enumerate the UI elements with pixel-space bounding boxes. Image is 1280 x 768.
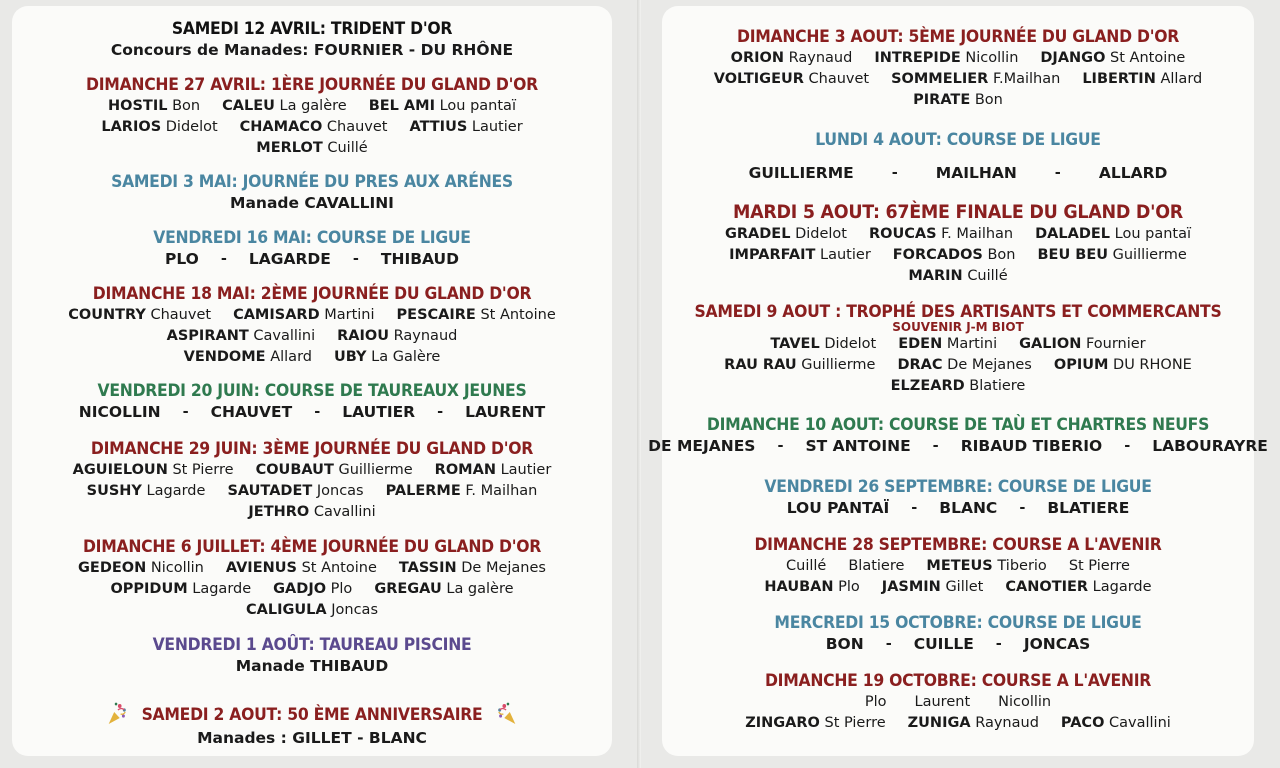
bull-name: ATTIUS <box>409 119 468 135</box>
separator: - <box>352 251 359 267</box>
event-block <box>12 18 612 61</box>
bull-entry <box>897 355 1031 376</box>
bull-name: DJANGO <box>1040 50 1106 66</box>
manade-name: Lautier <box>500 462 552 478</box>
bull-entry <box>1082 69 1202 90</box>
manade-name: St Pierre <box>1068 558 1130 574</box>
bull-name: ORION <box>730 50 784 66</box>
manade-name: Cuillé <box>967 268 1008 284</box>
manade-name: Guillierme <box>338 462 413 478</box>
manade-name: THIBAUD <box>380 250 460 268</box>
manade-name: Lautier <box>820 247 871 263</box>
bull-entry <box>240 117 388 138</box>
bull-entry <box>898 334 997 355</box>
event-title-text: SAMEDI 2 AOUT: 50 ÈME ANNIVERSAIRE <box>141 705 483 725</box>
bull-entry <box>1019 334 1146 355</box>
bull-row <box>12 117 612 138</box>
bull-entry <box>184 347 312 368</box>
manade-name: Plo <box>330 581 353 597</box>
manade-name: Tiberio <box>997 558 1047 574</box>
event-title: VENDREDI 1 AOÛT: TAUREAU PISCINE <box>152 635 472 655</box>
manade-name: F.Mailhan <box>992 71 1061 87</box>
bull-entry <box>435 460 552 481</box>
bull-name: ASPIRANT <box>166 328 249 344</box>
manade-name: PLO <box>164 250 199 268</box>
bull-entry <box>764 577 859 598</box>
bull-entry <box>233 305 374 326</box>
bull-name: IMPARFAIT <box>729 247 816 263</box>
bull-name: JASMIN <box>881 579 941 595</box>
bull-name: TAVEL <box>770 336 820 352</box>
event-block <box>648 414 1268 457</box>
bull-name: LIBERTIN <box>1082 71 1156 87</box>
bull-row <box>12 579 612 600</box>
manade-name: BLANC <box>939 499 998 517</box>
manade-name: Martini <box>324 307 375 323</box>
separator: - <box>1124 438 1131 454</box>
bull-entry <box>1005 577 1151 598</box>
bull-entry <box>874 48 1018 69</box>
manade-name: Guillierme <box>1112 247 1187 263</box>
bull-entry <box>73 460 234 481</box>
separator: - <box>777 438 784 454</box>
bull-entry <box>337 326 457 347</box>
bull-name: EDEN <box>898 336 943 352</box>
bull-entry <box>926 556 1046 577</box>
manade-name: Raynaud <box>788 50 853 66</box>
event-title: VENDREDI 26 SEPTEMBRE: COURSE DE LIGUE <box>764 477 1152 497</box>
bull-row <box>662 90 1254 111</box>
bull-entry <box>891 69 1060 90</box>
bull-name: ZUNIGA <box>907 715 971 731</box>
bull-name: GREGAU <box>374 581 442 597</box>
bull-name: GRADEL <box>724 226 791 242</box>
event-block <box>662 476 1254 519</box>
bull-row <box>662 376 1254 397</box>
manade-name: Nicollin <box>150 560 204 576</box>
manade-name: Lagarde <box>146 483 206 499</box>
manade-name: Nicollin <box>965 50 1019 66</box>
bull-name: HAUBAN <box>764 579 834 595</box>
manade-name: Didelot <box>824 336 877 352</box>
event-title: SAMEDI 3 MAI: JOURNÉE DU PRES AUX ARÉNES <box>111 172 513 192</box>
bull-entry <box>78 558 204 579</box>
manade-name: St Pierre <box>824 715 886 731</box>
bull-row <box>12 600 612 621</box>
bull-name: VENDOME <box>183 349 266 365</box>
bull-name: AGUIELOUN <box>72 462 168 478</box>
bull-entry <box>369 96 516 117</box>
bull-name: LARIOS <box>101 119 162 135</box>
manade-name: De Mejanes <box>461 560 546 576</box>
manade-row <box>12 249 612 270</box>
bull-name: CANOTIER <box>1005 579 1089 595</box>
bull-name: SUSHY <box>86 483 142 499</box>
bull-name: GALION <box>1019 336 1082 352</box>
event-block <box>662 129 1254 184</box>
bull-name: HOSTIL <box>108 98 168 114</box>
manade-name: Chauvet <box>326 119 388 135</box>
bull-entry <box>334 347 440 368</box>
manade-name: Bon <box>987 247 1016 263</box>
bull-row <box>12 460 612 481</box>
separator: - <box>437 404 444 420</box>
bull-name: PIRATE <box>913 92 971 108</box>
separator: - <box>911 500 918 516</box>
manade-name: F. Mailhan <box>465 483 538 499</box>
bull-entry <box>256 138 367 159</box>
bull-name: TASSIN <box>398 560 457 576</box>
bull-name: CHAMACO <box>239 119 323 135</box>
bull-name: MARIN <box>908 268 963 284</box>
bull-name: ROMAN <box>434 462 496 478</box>
bull-row <box>662 556 1254 577</box>
event-block <box>12 380 612 423</box>
bull-name: PACO <box>1060 715 1105 731</box>
manade-name: BLATIERE <box>1047 499 1130 517</box>
bull-entry <box>848 556 904 577</box>
bull-row <box>12 481 612 502</box>
party-popper-icon <box>495 700 519 726</box>
manade-name: ST ANTOINE <box>805 437 911 455</box>
manade-name: NICOLLIN <box>78 403 161 421</box>
manade-name: LAGARDE <box>248 250 331 268</box>
bull-row <box>12 326 612 347</box>
manade-name: Cavallini <box>1109 715 1171 731</box>
bull-row <box>662 713 1254 734</box>
bull-entry <box>397 305 556 326</box>
event-title: DIMANCHE 28 SEPTEMBRE: COURSE A L'AVENIR <box>754 535 1162 555</box>
bull-entry <box>714 69 869 90</box>
bull-name: ROUCAS <box>868 226 937 242</box>
manade-name: LABOURAYRE <box>1152 437 1268 455</box>
bull-entry <box>1061 713 1171 734</box>
event-subtitle: SOUVENIR J-M BIOT <box>892 320 1024 334</box>
manade-name: St Antoine <box>301 560 377 576</box>
manade-name: De Mejanes <box>947 357 1032 373</box>
bull-name: UBY <box>333 349 367 365</box>
manade-name: Didelot <box>165 119 218 135</box>
bull-entry <box>101 117 217 138</box>
event-block <box>12 702 612 749</box>
manade-row: Manade THIBAUD <box>235 657 389 675</box>
bull-entry <box>1035 224 1191 245</box>
manade-name: Bon <box>172 98 201 114</box>
bull-row <box>12 305 612 326</box>
bull-entry <box>770 334 876 355</box>
manade-name: Lautier <box>471 119 523 135</box>
manade-name: Lagarde <box>192 581 252 597</box>
manade-name: BON <box>825 635 864 653</box>
event-title: VENDREDI 16 MAI: COURSE DE LIGUE <box>153 228 471 248</box>
event-title: DIMANCHE 10 AOUT: COURSE DE TAÙ ET CHARTRES NEUFS <box>706 415 1210 435</box>
bull-entry <box>246 600 378 621</box>
bull-entry <box>1069 556 1130 577</box>
manade-name: LOU PANTAÏ <box>786 499 890 517</box>
bull-name: ZINGARO <box>745 715 820 731</box>
bull-name: RAIOU <box>337 328 390 344</box>
manade-name: La Galère <box>371 349 441 365</box>
bull-name: ELZEARD <box>890 378 965 394</box>
bull-entry <box>745 713 885 734</box>
manade-name: La galère <box>446 581 514 597</box>
bull-row <box>12 502 612 523</box>
event-block <box>662 301 1254 397</box>
bull-name: COUBAUT <box>255 462 334 478</box>
manade-name: JONCAS <box>1023 635 1091 653</box>
bull-entry <box>731 48 853 69</box>
bull-entry <box>1037 245 1186 266</box>
bull-name: VOLTIGEUR <box>713 71 804 87</box>
bull-entry <box>409 117 522 138</box>
manade-name: La galère <box>279 98 347 114</box>
bull-entry <box>256 460 413 481</box>
manade-name: LAUTIER <box>342 403 416 421</box>
event-block <box>12 283 612 368</box>
bull-entry <box>108 96 200 117</box>
bull-name: DALADEL <box>1035 226 1111 242</box>
bull-name: AVIENUS <box>225 560 297 576</box>
manade-name: GUILLIERME <box>748 164 854 182</box>
event-block <box>662 200 1254 287</box>
separator: - <box>314 404 321 420</box>
event-block <box>12 536 612 621</box>
manade-name: Gillet <box>945 579 984 595</box>
manade-name: F. Mailhan <box>941 226 1014 242</box>
bull-name: SOMMELIER <box>891 71 989 87</box>
manade-name: ALLARD <box>1098 164 1168 182</box>
separator: - <box>1054 165 1061 181</box>
bull-entry <box>915 692 971 713</box>
event-block <box>12 438 612 523</box>
manade-name: Blatiere <box>848 558 905 574</box>
manade-row <box>662 498 1254 519</box>
bull-entry <box>226 558 377 579</box>
bull-name: CAMISARD <box>233 307 320 323</box>
manade-name: MAILHAN <box>935 164 1017 182</box>
manade-name: Joncas <box>331 602 378 618</box>
manade-row <box>648 436 1268 457</box>
bull-name: MERLOT <box>256 140 323 156</box>
bull-entry <box>374 579 513 600</box>
event-block <box>12 227 612 270</box>
manade-name: Cuillé <box>786 558 827 574</box>
bull-entry <box>891 376 1026 397</box>
bull-name: INTREPIDE <box>874 50 961 66</box>
separator: - <box>182 404 189 420</box>
separator: - <box>932 438 939 454</box>
manade-name: DU RHONE <box>1113 357 1192 373</box>
left-page <box>12 6 612 756</box>
manade-name: LAURENT <box>465 403 546 421</box>
event-title: SAMEDI 12 AVRIL: TRIDENT D'OR <box>171 19 453 39</box>
event-title: SAMEDI 9 AOUT : TROPHÉ DES ARTISANTS ET COMMERCANTS <box>694 302 1222 322</box>
bull-name: CALEU <box>222 98 275 114</box>
bull-row <box>662 266 1254 287</box>
bull-entry <box>865 692 887 713</box>
event-title: DIMANCHE 18 MAI: 2ÈME JOURNÉE DU GLAND D'OR <box>92 284 532 304</box>
bull-entry <box>68 305 211 326</box>
event-block <box>662 26 1254 111</box>
bull-row <box>662 48 1254 69</box>
separator: - <box>885 636 892 652</box>
manade-name: CHAUVET <box>210 403 293 421</box>
bull-entry <box>110 579 251 600</box>
separator: - <box>220 251 227 267</box>
bull-row <box>662 334 1254 355</box>
bull-entry <box>729 245 871 266</box>
bull-name: JETHRO <box>248 504 310 520</box>
bull-entry <box>893 245 1016 266</box>
manade-name: Blatiere <box>969 378 1026 394</box>
manade-row <box>662 634 1254 655</box>
manade-row <box>662 163 1254 184</box>
bull-name: CALIGULA <box>246 602 327 618</box>
manade-name: Didelot <box>795 226 847 242</box>
bull-name: FORCADOS <box>892 247 983 263</box>
bull-entry <box>1040 48 1185 69</box>
event-title: VENDREDI 20 JUIN: COURSE DE TAUREAUX JEUNES <box>97 381 527 401</box>
bull-name: GADJO <box>273 581 327 597</box>
bull-entry <box>724 355 875 376</box>
bull-row <box>12 558 612 579</box>
bull-entry <box>227 481 363 502</box>
bull-entry <box>167 326 316 347</box>
manade-name: Laurent <box>914 694 971 710</box>
bull-entry <box>908 266 1007 287</box>
event-title: LUNDI 4 AOUT: COURSE DE LIGUE <box>815 130 1101 150</box>
manade-name: Allard <box>270 349 312 365</box>
bull-entry <box>87 481 206 502</box>
bull-row <box>12 347 612 368</box>
bull-entry <box>913 90 1003 111</box>
manade-name: Cuillé <box>327 140 368 156</box>
manade-row <box>12 402 612 423</box>
bull-name: PALERME <box>385 483 461 499</box>
separator: - <box>1019 500 1026 516</box>
manade-name: Cavallini <box>253 328 316 344</box>
bull-entry <box>998 692 1051 713</box>
manade-name: CUILLE <box>913 635 974 653</box>
right-page <box>648 6 1268 756</box>
manade-name: Raynaud <box>975 715 1039 731</box>
manade-name: Plo <box>838 579 860 595</box>
event-block <box>12 171 612 214</box>
bull-name: SAUTADET <box>227 483 313 499</box>
event-title: MARDI 5 AOUT: 67ÈME FINALE DU GLAND D'OR <box>733 201 1183 223</box>
manade-name: Plo <box>864 694 887 710</box>
bull-name: COUNTRY <box>68 307 146 323</box>
bull-row <box>662 692 1254 713</box>
bull-name: BEL AMI <box>368 98 435 114</box>
bull-entry <box>908 713 1039 734</box>
event-title: DIMANCHE 3 AOUT: 5ÈME JOURNÉE DU GLAND D'OR <box>736 27 1180 47</box>
manade-row: Manade CAVALLINI <box>230 194 394 212</box>
separator: - <box>995 636 1002 652</box>
event-title: DIMANCHE 29 JUIN: 3ÈME JOURNÉE DU GLAND D'OR <box>90 439 534 459</box>
bull-name: RAU RAU <box>724 357 797 373</box>
manade-name: Raynaud <box>393 328 458 344</box>
bull-name: OPIUM <box>1053 357 1109 373</box>
bull-row <box>662 577 1254 598</box>
manade-name: St Antoine <box>1110 50 1186 66</box>
bull-entry <box>399 558 546 579</box>
bull-entry <box>869 224 1013 245</box>
manade-name: Lou pantaï <box>1114 226 1192 242</box>
event-block <box>662 534 1254 598</box>
event-block <box>12 74 612 159</box>
manade-name: Cavallini <box>313 504 376 520</box>
manade-name: St Pierre <box>172 462 234 478</box>
manade-name: RIBAUD TIBERIO <box>960 437 1103 455</box>
manade-name: Bon <box>974 92 1003 108</box>
bull-entry <box>222 96 347 117</box>
manade-name: Nicollin <box>998 694 1052 710</box>
manade-name: St Antoine <box>480 307 556 323</box>
manade-name: Martini <box>946 336 998 352</box>
event-title: MERCREDI 15 OCTOBRE: COURSE DE LIGUE <box>774 613 1142 633</box>
bull-name: PESCAIRE <box>396 307 476 323</box>
separator: - <box>891 165 898 181</box>
bull-entry <box>386 481 538 502</box>
manade-name: Allard <box>1160 71 1203 87</box>
bull-row <box>12 138 612 159</box>
bull-entry <box>882 577 984 598</box>
manade-name: Fournier <box>1085 336 1146 352</box>
bull-entry <box>786 556 826 577</box>
bull-row <box>12 96 612 117</box>
manade-name: Joncas <box>316 483 364 499</box>
bull-name: OPPIDUM <box>110 581 188 597</box>
manade-name: Chauvet <box>150 307 212 323</box>
bull-row <box>662 224 1254 245</box>
manade-name: DE MEJANES <box>648 437 756 455</box>
manade-name: Lagarde <box>1092 579 1152 595</box>
party-popper-icon <box>105 700 129 726</box>
event-block <box>662 670 1254 734</box>
bull-name: BEU BEU <box>1037 247 1108 263</box>
manade-row: Concours de Manades: FOURNIER - DU RHÔNE <box>110 41 514 59</box>
event-title: DIMANCHE 6 JUILLET: 4ÈME JOURNÉE DU GLAND D'OR <box>82 537 542 557</box>
bull-name: GEDEON <box>78 560 147 576</box>
bull-name: DRAC <box>897 357 943 373</box>
bull-entry <box>1054 355 1192 376</box>
event-block <box>12 634 612 677</box>
manade-name: Lou pantaï <box>439 98 516 114</box>
event-title <box>36 702 588 728</box>
bull-entry <box>248 502 375 523</box>
bull-row <box>662 245 1254 266</box>
bull-row <box>662 355 1254 376</box>
event-title: DIMANCHE 19 OCTOBRE: COURSE A L'AVENIR <box>764 671 1152 691</box>
page-fold <box>637 0 641 768</box>
manade-name: Guillierme <box>801 357 876 373</box>
manade-row: Manades : GILLET - BLANC <box>197 729 427 747</box>
bull-entry <box>725 224 847 245</box>
event-block <box>662 612 1254 655</box>
bull-entry <box>273 579 352 600</box>
bull-name: METEUS <box>926 558 993 574</box>
bull-row <box>662 69 1254 90</box>
manade-name: Chauvet <box>808 71 870 87</box>
event-title: DIMANCHE 27 AVRIL: 1ÈRE JOURNÉE DU GLAND D'OR <box>86 75 538 95</box>
